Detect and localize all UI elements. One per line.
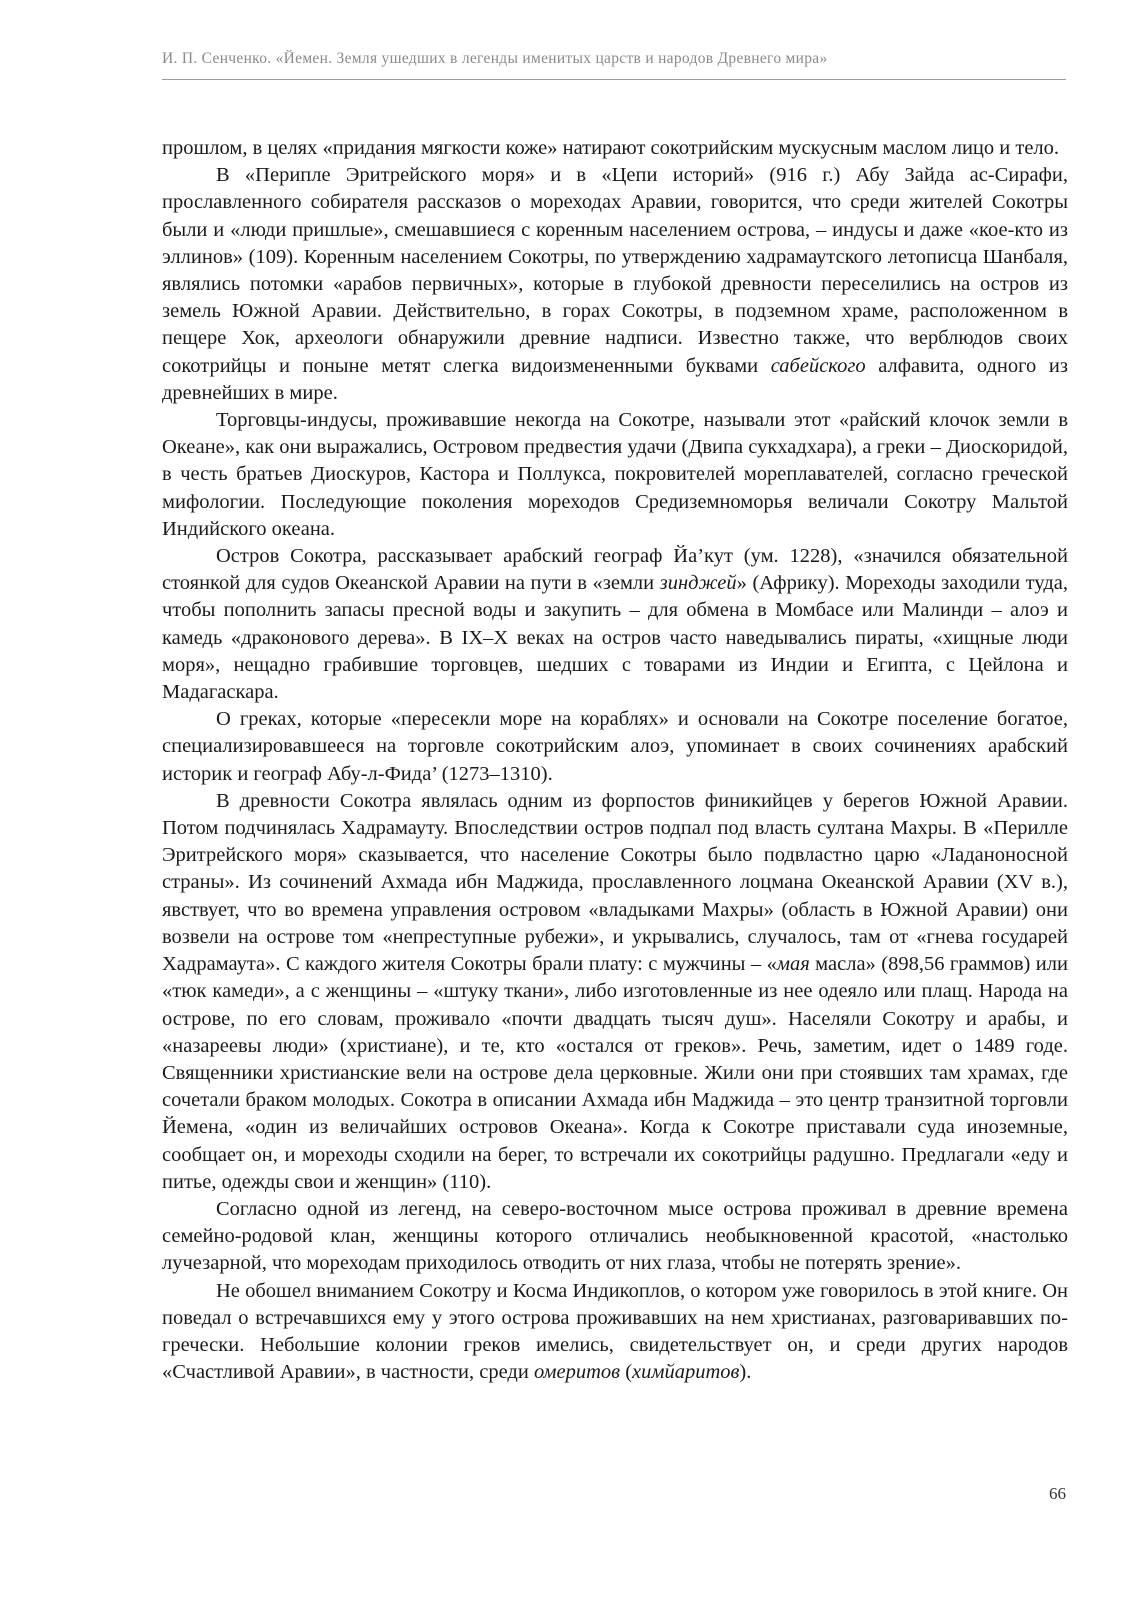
running-header: И. П. Сенченко. «Йемен. Земля ушедших в легенды именитых царств и народов Древнего мира»: [162, 50, 828, 67]
paragraph: [162, 788, 1068, 1196]
text-run: В древности Сокотра являлась одним из форпостов финикийцев у берегов Южной Аравии. Потом подчинялась Хадрамауту. Впоследствии остров подпал под власть султана Махры. В «Перилле Эритрейского моря» сказывается, что население Сокотры было подвластно царю «Ладаноносной страны». Из сочинений Ахмада ибн Маджида, прославленного лоцмана Океанской Аравии (XV в.), явствует, что во времена управления островом «владыками Махры» (область в Южной Аравии) они возвели на острове том «непреступные рубежи», и укрывались, случалось, там от «гнева государей Хадрамаута». С каждого жителя Сокотры брали плату: с мужчины – «: [162, 789, 1068, 976]
italic-run: химйаритов: [632, 1361, 740, 1384]
paragraph: [162, 135, 1068, 162]
text-run: Согласно одной из легенд, на северо-восточном мысе острова проживал в древние времена семейно-родовой клан, женщины которого отличались необыкновенной красотой, «настолько лучезарной, что мореходам приходилось отводить от них глаза, чтобы не потерять зрение».: [162, 1197, 1068, 1275]
text-run: Остров Сокотра, рассказывает арабский географ Йа’кут (ум. 1228), «значился обязательной стоянкой для судов Океанской Аравии на пути в «земли: [162, 545, 1068, 595]
italic-run: омеритов: [533, 1361, 621, 1384]
text-run: В «Перипле Эритрейского моря» и в «Цепи историй» (916 г.) Абу Зайда ас-Сирафи, прославленного собирателя рассказов о мореходах Аравии, говорится, что среди жителей Сокотры были и «люди пришлые», смешавшиеся с коренным населением острова, – индусы и даже «кое-кто из эллинов» (109). Коренным населением Сокотры, по утверждению хадрамаутского летописца Шанбаля, являлись потомки «арабов первичных», которые в глубокой древности переселились на остров из земель Южной Аравии. Действительно, в горах Сокотры, в подземном храме, расположенном в пещере Хок, археологи обнаружили древние надписи. Известно также, что верблюдов своих сокотрийцы и поныне метят слегка видоизмененными буквами: [162, 164, 1068, 377]
text-run: Не обошел вниманием Сокотру и Косма Индикоплов, о котором уже говорилось в этой книге. Он поведал о встречавшихся ему у этого острова проживавших на нем христианах, разговаривавших по-гречески. Небольшие колонии греков имелись, свидетельствует он, и среди других народов «Счастливой Аравии», в частности, среди: [162, 1279, 1068, 1384]
paragraph: [162, 407, 1068, 543]
text-run: Торговцы-индусы, проживавшие некогда на Сокотре, называли этот «райский клочок земли в Океане», как они выражались, Островом предвестия удачи (Двипа сукхадхара), а греки – Диоскоридой, в честь братьев Диоскуров, Кастора и Поллукса, покровителей мореплавателей, согласно греческой мифологии. Последующие поколения мореходов Средиземноморья величали Сокотру Мальтой Индийского океана.: [162, 409, 1068, 540]
text-run: (: [620, 1361, 633, 1384]
header-divider: [162, 79, 1066, 80]
paragraph: [162, 706, 1068, 788]
text-run: » (Африку). Мореходы заходили туда, чтобы пополнить запасы пресной воды и закупить – для обмена в Момбасе или Малинди – алоэ и камедь «драконового дерева». В IX–X веках на остров часто наведывались пираты, «хищные люди моря», нещадно грабившие торговцев, шедших с товарами из Индии и Египта, с Цейлона и Мадагаскара.: [162, 572, 1068, 704]
body-text: [162, 135, 1068, 1386]
paragraph: [162, 162, 1068, 407]
text-run: масла» (898,56 граммов) или «тюк камеди», а с женщины – «штуку ткани», либо изготовленные из нее одеяло или плащ. Народа на острове, по его словам, проживало «почти двадцать тысяч душ». Населяли Сокотру и арабы, и «назареевы люди» (христиане), и те, кто «остался от греков». Речь, заметим, идет о 1489 годе. Священники христианские вели на острове дела церковные. Жили они при стоявших там храмах, где сочетали браком молодых. Сокотра в описании Ахмада ибн Маджида – это центр транзитной торговли Йемена, «один из величайших островов Океана». Когда к Сокотре приставали суда иноземные, сообщает он, и мореходы сходили на берег, то встречали их сокотрийцы радушно. Предлагали «еду и питье, одежды свои и женщин» (110).: [162, 953, 1068, 1193]
italic-run: мая: [776, 953, 810, 976]
paragraph: [162, 1196, 1068, 1278]
text-run: прошлом, в целях «придания мягкости коже» натирают сокотрийским мускусным маслом лицо и тело.: [162, 137, 1060, 159]
text-run: О греках, которые «пересекли море на кораблях» и основали на Сокотре поселение богатое, специализировавшееся на торговле сокотрийским алоэ, упоминает в своих сочинениях арабский историк и географ Абу-л-Фида’ (1273–1310).: [162, 708, 1068, 785]
paragraph: [162, 1278, 1068, 1387]
italic-run: зинджей: [659, 572, 737, 595]
paragraph: [162, 543, 1068, 706]
page-number: 66: [1049, 1484, 1066, 1503]
text-run: алфавита, одного из древнейших в мире.: [162, 354, 1068, 404]
text-run: ).: [739, 1361, 752, 1384]
italic-run: сабейского: [770, 354, 866, 377]
